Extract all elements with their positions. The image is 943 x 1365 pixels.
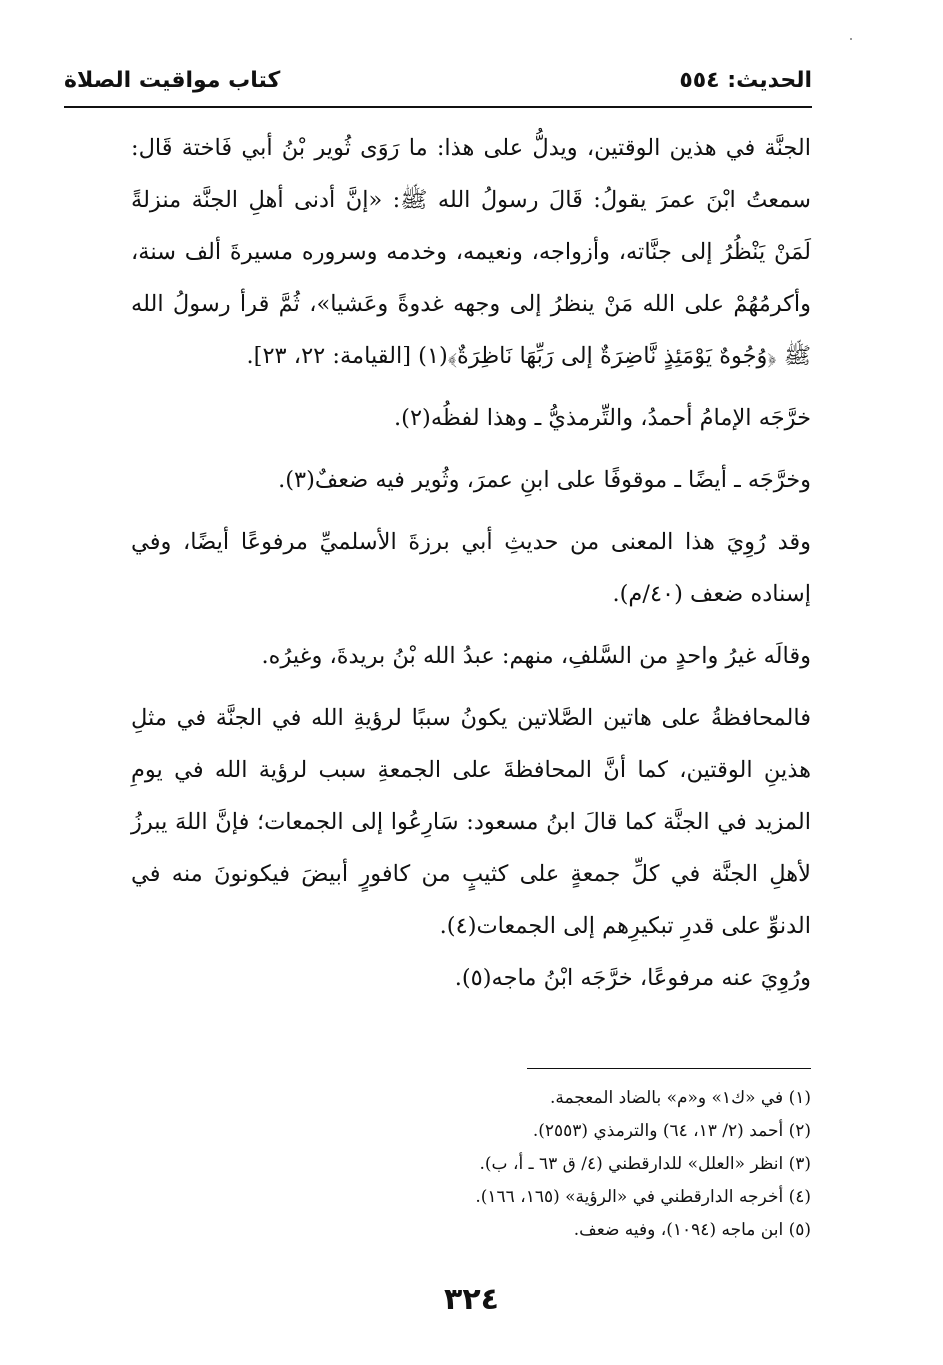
footnote-4: (٤) أخرجه الدارقطني في «الرؤية» (١٦٥، ١٦٦).: [475, 1187, 811, 1207]
footnote-5: (٥) ابن ماجه (١٠٩٤)، وفيه ضعف.: [573, 1220, 811, 1240]
paragraph-hadith: الجنَّة في هذين الوقتين، ويدلُّ على هذا: ما رَوَى ثُوير بْنُ أبي فَاختة قَال: سمعتُ ابْنَ عمرَ يقولُ: قَالَ رسولُ الله ﷺ: «إنَّ أدنى أهلِ الجنَّة منزلةً لَمَنْ يَنْظُرُ إلى جنَّاته، وأزواجه، ونعيمه، وخدمه وسروره مسيرةَ ألف سنة، وأكرمُهُمْ على الله مَنْ ينظرُ إلى وجهه غدوةً وعَشيا»، ثُمَّ قرأ رسولُ الله ﷺ ﴿وُجُوهٌ يَوْمَئِذٍ نَّاضِرَةٌ إلى رَبِّهَا نَاظِرَةٌ﴾(١) [القيامة: ٢٢، ٢٣].: [131, 135, 811, 369]
footnote-1: (١) في «ك١» و«م» بالضاد المعجمة.: [549, 1088, 811, 1108]
paragraph-takhrij-mawquf: وخرَّجَه ـ أيضًا ـ موقوفًا على ابنِ عمرَ، وثُوير فيه ضعفٌ(٣).: [278, 467, 811, 493]
paragraph-muhafaza: فالمحافظةُ على هاتين الصَّلاتين يكونُ سببًا لرؤيةِ الله في الجنَّة في مثلِ هذينِ الوقتين، كما أنَّ المحافظةَ على الجمعةِ سبب لرؤية الله في يومِ المزيد في الجنَّة كما قالَ ابنُ مسعود: سَارِعُوا إلى الجمعات؛ فإنَّ اللهَ يبرزُ لأهلِ الجنَّة في كلِّ جمعةٍ على كثيبٍ من كافورٍ أبيضَ فيكونونَ منه في الدنوِّ على قدرِ تبكيرِهم إلى الجمعات(٤).: [131, 705, 811, 939]
book-title: كتاب مواقيت الصلاة: [64, 68, 281, 93]
footnotes-list: [131, 1082, 811, 1247]
scan-speck: [850, 38, 852, 40]
footnote-2: (٢) أحمد (٢/ ١٣، ٦٤) والترمذي (٢٥٥٣).: [532, 1121, 811, 1141]
footnote-3: (٣) انظر «العلل» للدارقطني (٤/ ق ٦٣ ـ أ، ب).: [479, 1154, 811, 1174]
paragraph-abu-barza: وقد رُوِيَ هذا المعنى من حديثِ أبي برزةَ الأسلميِّ مرفوعًا أيضًا، وفي إسناده ضعف (٤٠/م).: [131, 529, 811, 607]
hadith-number-label: الحديث: ٥٥٤: [679, 68, 812, 93]
paragraph-ibn-majah: ورُوِيَ عنه مرفوعًا، خرَّجَه ابْنُ ماجه(٥).: [454, 965, 811, 991]
footnote-separator: [527, 1068, 811, 1069]
main-text: [131, 122, 811, 1004]
paragraph-takhrij-ahmad: خرَّجَه الإمامُ أحمدُ، والتِّرمذيُّ ـ وهذا لفظُه(٢).: [394, 405, 811, 431]
page-number: ٣٢٤: [444, 1282, 499, 1317]
running-header: [64, 62, 812, 108]
paragraph-salaf: وقالَه غيرُ واحدٍ من السَّلفِ، منهم: عبدُ الله بْنُ بريدةَ، وغيرُه.: [261, 643, 811, 669]
